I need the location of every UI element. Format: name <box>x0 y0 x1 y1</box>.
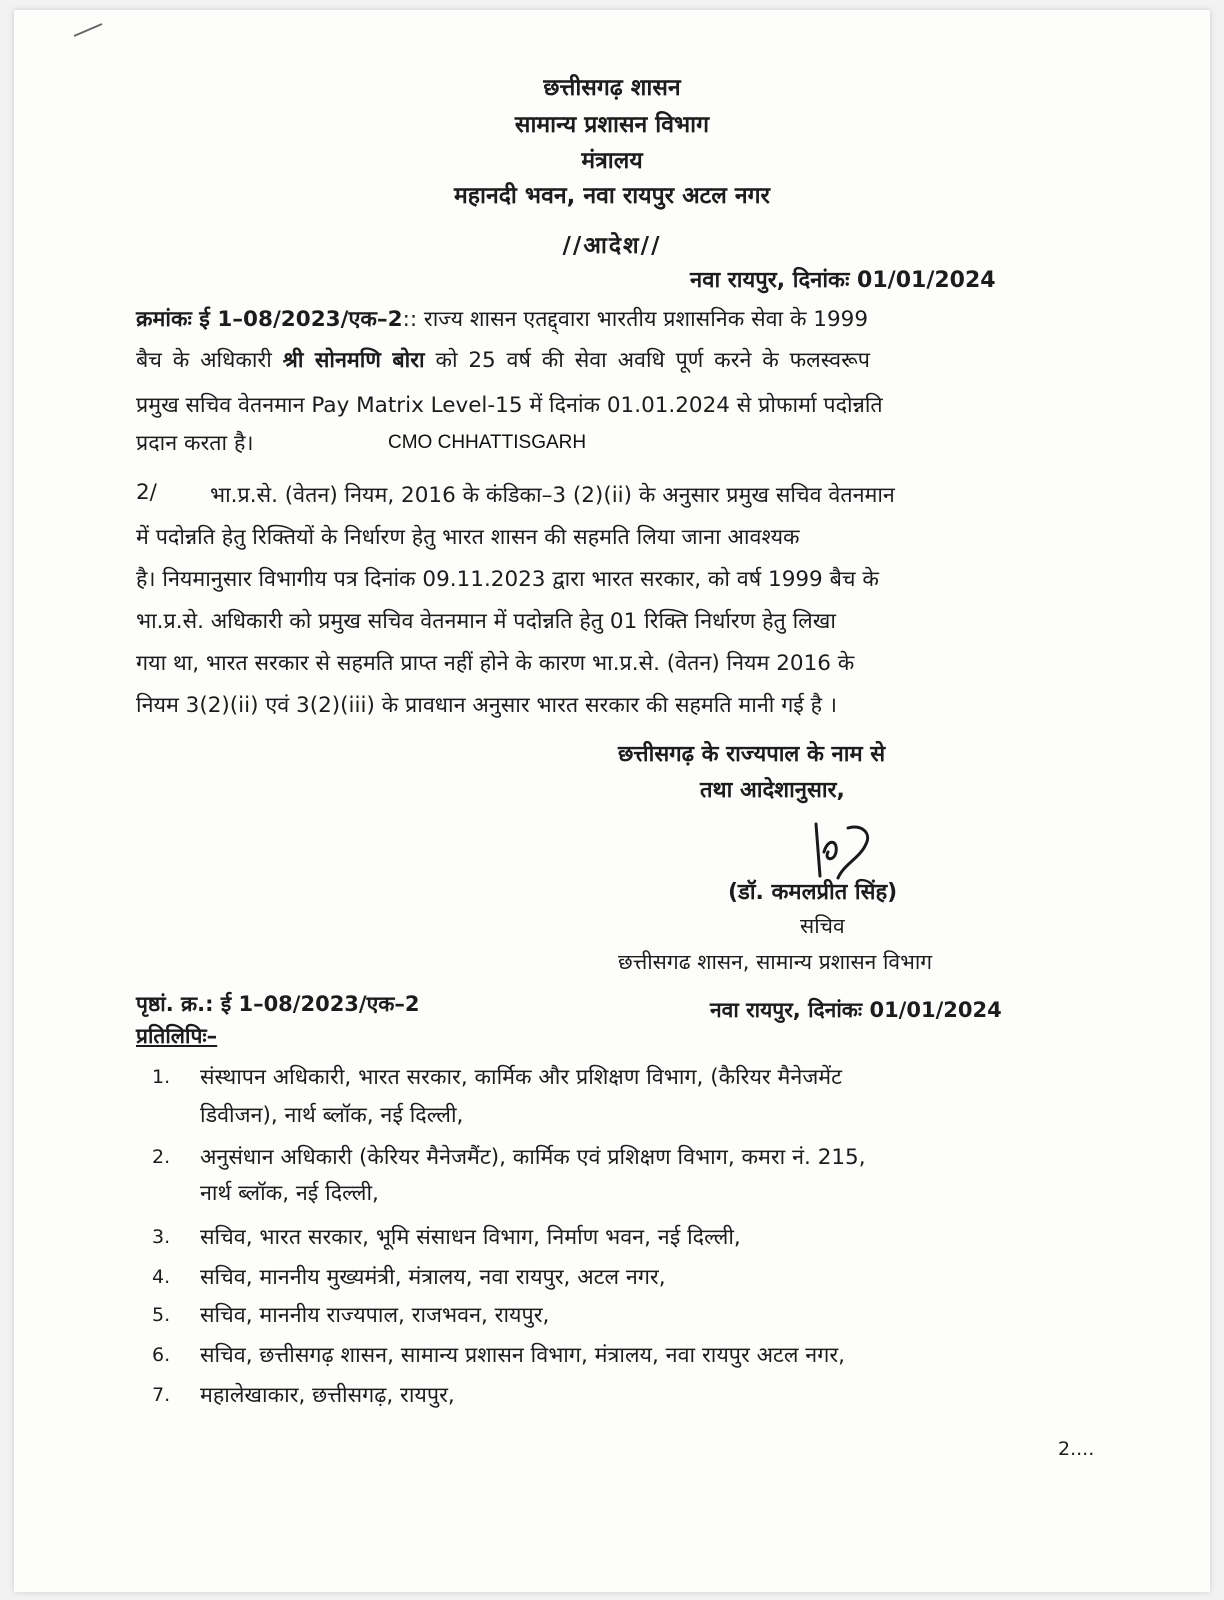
list-number: 4. <box>152 1266 171 1288</box>
header-ministry: मंत्रालय <box>581 148 643 174</box>
list-text: सचिव, माननीय राज्यपाल, राजभवन, रायपुर, <box>200 1303 550 1328</box>
list-text: महालेखाकार, छत्तीसगढ़, रायपुर, <box>200 1383 455 1408</box>
copy-heading: प्रतिलिपिः– <box>136 1024 218 1048</box>
pen-mark <box>72 20 112 40</box>
watermark-label: CMO CHHATTISGARH <box>388 432 587 453</box>
order-line-2 <box>136 345 870 374</box>
para2-line-6: नियम 3(2)(ii) एवं 3(2)(iii) के प्रावधान अनुसार भारत सरकार की सहमति मानी गई है । <box>136 693 838 718</box>
header-government: छत्तीसगढ़ शासन <box>543 75 681 101</box>
list-text: संस्थापन अधिकारी, भारत सरकार, कार्मिक और प्रशिक्षण विभाग, (कैरियर मैनेजमेंट <box>200 1065 842 1090</box>
order-reference: क्रमांकः ई 1–08/2023/एक–2 <box>136 307 403 332</box>
order-line-3: प्रमुख सचिव वेतनमान Pay Matrix Level-15 में दिनांक 01.01.2024 से प्रोफार्मा पदोन्नति <box>136 393 883 418</box>
order-text: बैच के अधिकारी <box>136 348 272 373</box>
header-address: महानदी भवन, नवा रायपुर अटल नगर <box>454 183 770 209</box>
signatory-designation: सचिव <box>800 914 845 938</box>
list-text: अनुसंधान अधिकारी (केरियर मैनेजमैंट), कार्मिक एवं प्रशिक्षण विभाग, कमरा नं. 215, <box>200 1145 866 1170</box>
endorsement-date: नवा रायपुर, दिनांकः 01/01/2024 <box>710 998 1002 1022</box>
signatory-office: छत्तीसगढ शासन, सामान्य प्रशासन विभाग <box>618 950 933 974</box>
order-line-4: प्रदान करता है। <box>136 431 254 456</box>
endorsement-reference: पृष्ठां. क्र.: ई 1–08/2023/एक–2 <box>136 992 420 1016</box>
para2-line-2: में पदोन्नति हेतु रिक्तियों के निर्धारण हेतु भारत शासन की सहमति लिया जाना आवश्यक <box>136 525 800 550</box>
signature-authority: छत्तीसगढ़ के राज्यपाल के नाम से <box>618 742 886 767</box>
header-department: सामान्य प्रशासन विभाग <box>514 112 710 138</box>
order-title: //आदेश// <box>562 233 662 259</box>
list-text: सचिव, छत्तीसगढ़ शासन, सामान्य प्रशासन विभाग, मंत्रालय, नवा रायपुर अटल नगर, <box>200 1343 845 1368</box>
list-number: 5. <box>152 1304 171 1326</box>
para2-line-4: भा.प्र.से. अधिकारी को प्रमुख सचिव वेतनमान में पदोन्नति हेतु 01 रिक्ति निर्धारण हेतु लिखा <box>136 609 836 634</box>
order-line-1 <box>136 304 868 333</box>
para2-line-5: गया था, भारत सरकार से सहमति प्राप्त नहीं होने के कारण भा.प्र.से. (वेतन) नियम 2016 के <box>136 651 855 676</box>
order-date: नवा रायपुर, दिनांकः 01/01/2024 <box>690 268 996 293</box>
order-text: को 25 वर्ष की सेवा अवधि पूर्ण करने के फलस्वरूप <box>435 348 870 373</box>
signatory-name: (डॉ. कमलप्रीत सिंह) <box>728 880 898 905</box>
para2-number: 2/ <box>136 480 157 505</box>
list-number: 7. <box>152 1384 171 1406</box>
list-number: 1. <box>152 1066 171 1088</box>
handwritten-signature <box>810 818 890 882</box>
list-text: सचिव, भारत सरकार, भूमि संसाधन विभाग, निर्माण भवन, नई दिल्ली, <box>200 1225 741 1250</box>
officer-name: श्री सोनमणि बोरा <box>282 348 425 373</box>
list-number: 6. <box>152 1344 171 1366</box>
list-number: 2. <box>152 1146 171 1168</box>
list-text: सचिव, माननीय मुख्यमंत्री, मंत्रालय, नवा रायपुर, अटल नगर, <box>200 1265 666 1290</box>
para2-line-3: है। नियमानुसार विभागीय पत्र दिनांक 09.11.2023 द्वारा भारत सरकार, को वर्ष 1999 बैच के <box>136 567 879 592</box>
list-text: डिवीजन), नार्थ ब्लॉक, नई दिल्ली, <box>200 1103 464 1128</box>
para2-line-1: भा.प्र.से. (वेतन) नियम, 2016 के कंडिका–3 (2)(ii) के अनुसार प्रमुख सचिव वेतनमान <box>210 483 895 508</box>
page-continuation: 2.... <box>1058 1438 1095 1460</box>
list-number: 3. <box>152 1226 171 1248</box>
order-text: :: राज्य शासन एतद्द्वारा भारतीय प्रशासनिक सेवा के 1999 <box>402 307 869 332</box>
signature-order-text: तथा आदेशानुसार, <box>700 778 845 803</box>
list-text: नार्थ ब्लॉक, नई दिल्ली, <box>200 1181 379 1206</box>
